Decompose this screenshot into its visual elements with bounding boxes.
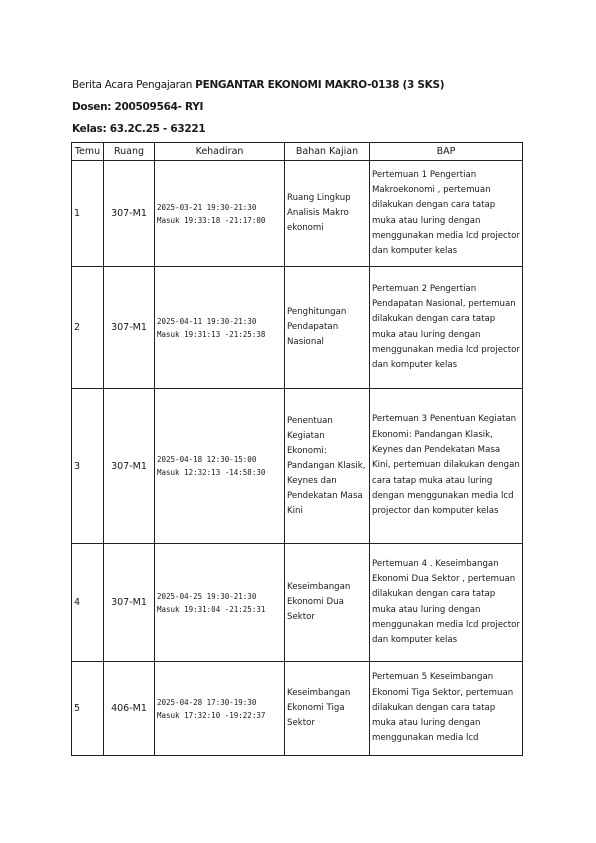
study-material: Keseimbangan Ekonomi Tiga Sektor [285,662,370,756]
lecture-report: Pertemuan 1 Pengertian Makroekonomi , pertemuan dilakukan dengan cara tatap muka atau luring dengan menggunakan media lcd projector dan komputer kelas [370,161,523,267]
table-row [72,267,523,389]
class-line: Kelas: 63.2C.25 - 63221 [72,123,206,135]
room: 406-M1 [104,662,155,756]
schedule-time: 2025-04-25 19:30-21:30 [157,591,257,601]
lecture-report: Pertemuan 5 Keseimbangan Ekonomi Tiga Sektor, pertemuan dilakukan dengan cara tatap muka atau luring dengan menggunakan media lcd [370,662,523,756]
document-title [72,79,444,91]
lecture-report: Pertemuan 2 Pengertian Pendapatan Nasional, pertemuan dilakukan dengan cara tatap muka atau luring dengan menggunakan media lcd projector dan komputer kelas [370,267,523,389]
attendance-cell [155,267,285,389]
table-row [72,389,523,544]
check-in-time: Masuk 12:32:13 -14:58:30 [157,468,266,477]
session-number: 5 [72,662,104,756]
table-row [72,544,523,662]
session-number: 1 [72,161,104,267]
study-material: Ruang Lingkup Analisis Makro ekonomi [285,161,370,267]
attendance-cell [155,161,285,267]
schedule-time: 2025-04-18 12:30-15:00 [157,455,257,464]
column-header-kehadiran: Kehadiran [155,143,285,161]
attendance-table [71,142,523,756]
room: 307-M1 [104,389,155,544]
lecture-report: Pertemuan 3 Penentuan Kegiatan Ekonomi: Pandangan Klasik, Keynes dan Pendekatan Masa Kini, pertemuan dilakukan dengan cara tatap muka atau luring dengan menggunakan media lcd projector dan komputer kelas [370,389,523,544]
schedule-time: 2025-03-21 19:30-21:30 [157,202,257,212]
schedule-time: 2025-04-11 19:30-21:30 [157,316,257,326]
attendance-cell [155,389,285,544]
column-header-bahan-kajian: Bahan Kajian [285,143,370,161]
table-row [72,161,523,267]
check-in-time: Masuk 19:33:18 -21:17:00 [157,215,266,225]
column-header-temu: Temu [72,143,104,161]
check-in-time: Masuk 19:31:04 -21:25:31 [157,604,266,614]
check-in-time: Masuk 17:32:10 -19:22:37 [157,710,266,720]
study-material: Keseimbangan Ekonomi Dua Sektor [285,544,370,662]
room: 307-M1 [104,267,155,389]
table-header-row [72,143,523,161]
column-header-bap: BAP [370,143,523,161]
study-material: Penghitungan Pendapatan Nasional [285,267,370,389]
session-number: 4 [72,544,104,662]
session-number: 2 [72,267,104,389]
table-row [72,662,523,756]
column-header-ruang: Ruang [104,143,155,161]
title-prefix: Berita Acara Pengajaran [72,79,193,91]
schedule-time: 2025-04-28 17:30-19:30 [157,697,257,707]
study-material: Penentuan Kegiatan Ekonomi: Pandangan Klasik, Keynes dan Pendekatan Masa Kini [285,389,370,544]
attendance-cell [155,544,285,662]
lecturer-line: Dosen: 200509564- RYI [72,101,204,113]
session-number: 3 [72,389,104,544]
room: 307-M1 [104,161,155,267]
check-in-time: Masuk 19:31:13 -21:25:38 [157,329,266,339]
lecture-report: Pertemuan 4 . Keseimbangan Ekonomi Dua Sektor , pertemuan dilakukan dengan cara tatap muka atau luring dengan menggunakan media lcd projector dan komputer kelas [370,544,523,662]
attendance-cell [155,662,285,756]
course-name: PENGANTAR EKONOMI MAKRO-0138 (3 SKS) [195,79,445,91]
room: 307-M1 [104,544,155,662]
